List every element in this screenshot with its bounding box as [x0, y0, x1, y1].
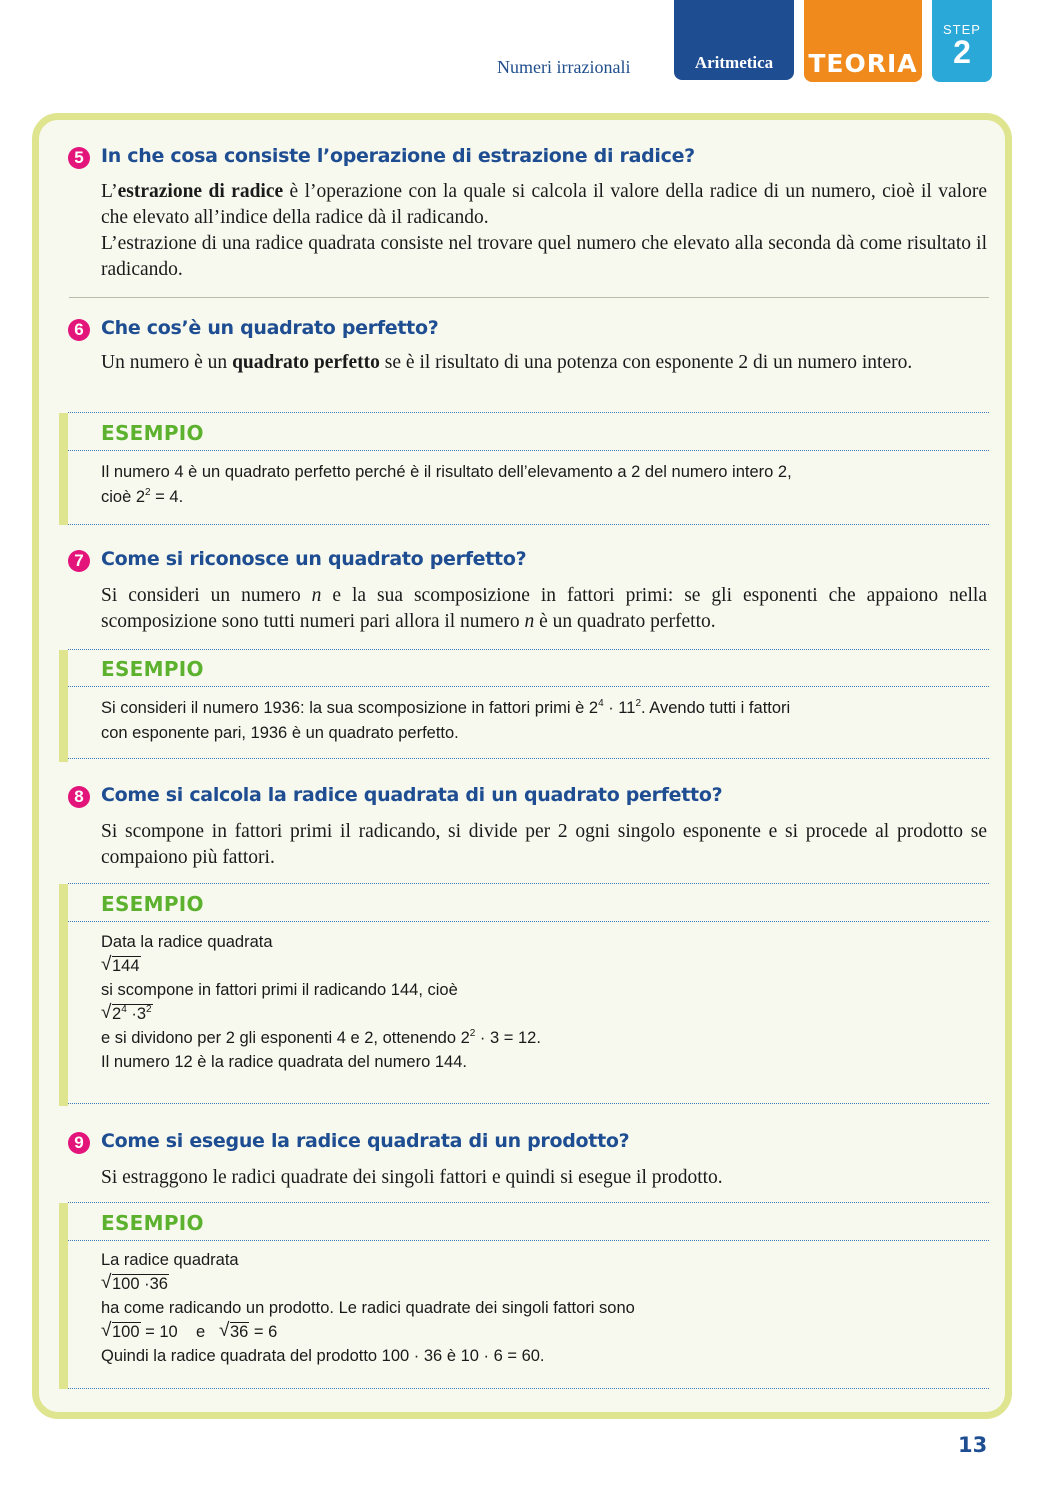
question-answer: Si consideri un numero n e la sua scomposizione in fattori primi: se gli esponenti che appaiono nella scomposizione sono tutti numeri pari allora il numero n è un quadrato perfetto.	[101, 585, 987, 632]
example-bar	[59, 884, 68, 1106]
question-number: 6	[68, 319, 90, 341]
question-number: 5	[68, 147, 90, 169]
dotted-divider	[68, 1103, 989, 1104]
subject-tab	[674, 0, 794, 80]
question-title: Come si calcola la radice quadrata di un quadrato perfetto?	[101, 784, 723, 806]
subject-label: Aritmetica	[694, 53, 774, 72]
example-title: ESEMPIO	[101, 1211, 204, 1235]
question-title: Come si riconosce un quadrato perfetto?	[101, 548, 527, 570]
dotted-divider	[68, 649, 989, 650]
theory-panel	[32, 113, 1012, 1419]
step-tab	[932, 0, 992, 82]
divider	[69, 297, 989, 298]
question-title: Come si esegue la radice quadrata di un prodotto?	[101, 1130, 630, 1152]
question-title: In che cosa consiste l’operazione di estrazione di radice?	[101, 145, 695, 167]
dotted-divider	[68, 883, 989, 884]
example-title: ESEMPIO	[101, 421, 204, 445]
example-text: La radice quadrata √ 100 ·36 ha come radicando un prodotto. Le radici quadrate dei singoli fattori sono √ 100 = 10 e √ 36 = 6 Quindi la radice quadrata del prodotto 100 · 36 è 10 · 6 = 60.	[101, 1251, 635, 1365]
example-bar	[59, 650, 68, 762]
example-title: ESEMPIO	[101, 657, 204, 681]
sqrt-expression: √ $2^4 \cdot 3^2$	[101, 1002, 152, 1023]
dotted-divider	[68, 1388, 989, 1389]
question-answer: Si scompone in fattori primi il radicando, si divide per 2 ogni singolo esponente e si procede al prodotto se compaiono più fattori.	[101, 821, 987, 868]
question-title: Che cos’è un quadrato perfetto?	[101, 317, 439, 339]
dotted-divider	[68, 524, 989, 525]
example-bar	[59, 1203, 68, 1389]
sqrt-expression: √ 100	[101, 1320, 140, 1341]
example-text: Si consideri il numero 1936: la sua scomposizione in fattori primi è $2^4 \cdot 11^2$. Avendo tutti i fattori con esponente pari, 1936 è un quadrato perfetto.	[101, 698, 791, 742]
section-title: Numeri irrazionali	[497, 57, 631, 77]
dotted-divider	[68, 450, 989, 451]
dotted-divider	[68, 921, 989, 922]
example-title: ESEMPIO	[101, 892, 204, 916]
dotted-divider	[68, 412, 989, 413]
example-text: Data la radice quadrata √ 144 si scompone in fattori primi il radicando 144, cioè √ $2^4 \cdot 3^2$ e si dividono per 2 gli esponenti 4 e 2, ottenendo $2^2 \cdot 3 = 12$. Il numero 12 è la radice quadrata del numero 144.	[101, 933, 541, 1071]
step-label: STEP	[943, 22, 981, 37]
type-label: TEORIA	[808, 49, 918, 78]
question-answer: L’estrazione di radice è l’operazione con la quale si calcola il valore della radice di un numero, cioè il valore che elevato all’indice della radice dà il radicando. L’estrazione di una radice quadrata consiste nel trovare quel numero che elevato alla seconda dà come risultato il radicando.	[101, 181, 987, 280]
page-number: 13	[958, 1433, 988, 1457]
example-text: Il numero 4 è un quadrato perfetto perché è il risultato dell’elevamento a 2 del numero intero 2, cioè $2^2 = 4$.	[101, 463, 792, 506]
dotted-divider	[68, 1202, 989, 1203]
question-number: 9	[68, 1132, 90, 1154]
question-answer: Un numero è un quadrato perfetto se è il risultato di una potenza con esponente 2 di un numero intero.	[101, 352, 913, 373]
example-bar	[59, 413, 68, 525]
question-number: 7	[68, 550, 90, 572]
dotted-divider	[68, 1240, 989, 1241]
sqrt-expression: √ 144	[101, 954, 140, 975]
sqrt-expression: √ 36	[218, 1320, 249, 1341]
type-tab	[804, 0, 922, 82]
question-answer: Si estraggono le radici quadrate dei singoli fattori e quindi si esegue il prodotto.	[101, 1167, 723, 1188]
question-number: 8	[68, 786, 90, 808]
sqrt-expression: √ 100 ·36	[101, 1272, 168, 1293]
dotted-divider	[68, 758, 989, 759]
dotted-divider	[68, 686, 989, 687]
step-number: 2	[953, 34, 971, 70]
